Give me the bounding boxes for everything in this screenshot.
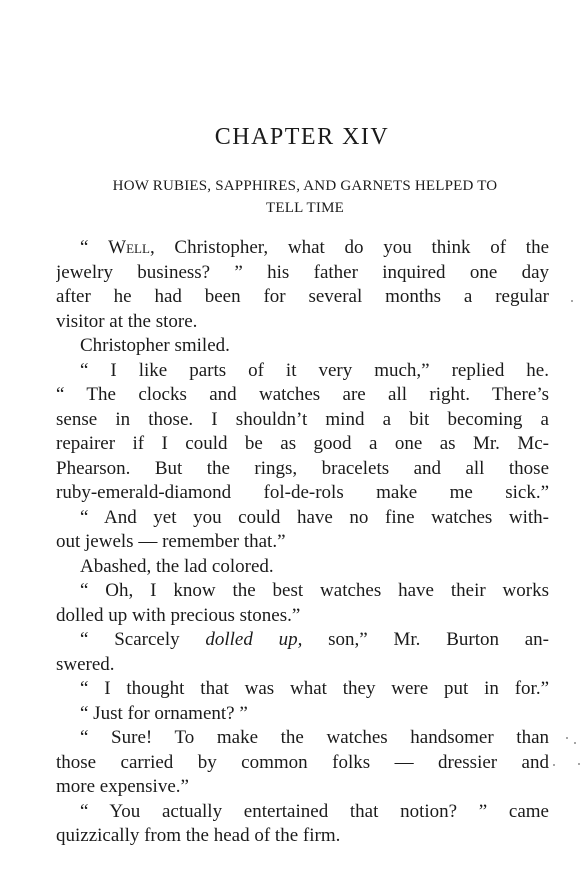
scan-speck — [574, 742, 576, 744]
text-line: Christopher smiled. — [80, 335, 230, 356]
chapter-subtitle-line-2: TELL TIME — [265, 200, 345, 216]
text-line: those carried by common folks — dressier and — [56, 751, 549, 773]
scan-speck — [578, 763, 580, 765]
text-line: quizzically from the head of the firm. — [56, 825, 341, 846]
scan-speck — [553, 764, 555, 766]
text-line: more expensive.” — [56, 776, 189, 797]
chapter-body-text — [56, 236, 549, 849]
text-line: “ And yet you could have no fine watches with- — [80, 506, 549, 528]
text-line: Abashed, the lad colored. — [80, 555, 274, 577]
text-line: ruby-emerald-diamond fol-de-rols make me sick.” — [56, 482, 549, 503]
scan-speck — [566, 737, 568, 739]
text-line — [56, 628, 549, 653]
text-line: swered. — [56, 653, 115, 675]
chapter-subtitle — [55, 175, 555, 219]
text-line: “ You actually entertained that notion? ” came — [80, 800, 549, 822]
text-line: after he had been for several months a regular — [56, 286, 549, 307]
text-segment: “ Scarcely — [80, 629, 206, 650]
text-line: sense in those. I shouldn’t mind a bit becoming a — [56, 408, 549, 430]
text-line: out jewels — remember that.” — [56, 531, 286, 552]
text-line: dolled up with precious stones.” — [56, 604, 301, 626]
text-segment: son,” Mr. Burton an- — [302, 629, 549, 650]
text-segment: , Christopher, what do you think of the — [149, 237, 549, 258]
text-line: “ I thought that was what they were put in for.” — [80, 678, 549, 699]
small-caps-opening-word: Well — [108, 237, 150, 258]
text-line: “ Just for ornament? ” — [80, 702, 248, 724]
chapter-heading: CHAPTER XIV — [214, 124, 390, 150]
text-line: visitor at the store. — [56, 310, 198, 332]
chapter-subtitle-line-1: HOW RUBIES, SAPPHIRES, AND GARNETS HELPED TO — [112, 178, 498, 194]
text-line: “ The clocks and watches are all right. There’s — [56, 384, 549, 405]
text-line: jewelry business? ” his father inquired one day — [56, 261, 549, 283]
scan-speck — [571, 300, 573, 302]
text-line — [56, 236, 549, 261]
text-line: “ I like parts of it very much,” replied he. — [80, 359, 549, 381]
text-line: Phearson. But the rings, bracelets and all those — [56, 457, 549, 479]
italic-phrase: dolled up, — [205, 629, 303, 650]
text-line: “ Sure! To make the watches handsomer than — [80, 727, 549, 748]
text-line: repairer if I could be as good a one as Mr. Mc- — [56, 433, 549, 454]
text-line: “ Oh, I know the best watches have their works — [80, 580, 549, 601]
opening-quote: “ — [80, 237, 109, 258]
